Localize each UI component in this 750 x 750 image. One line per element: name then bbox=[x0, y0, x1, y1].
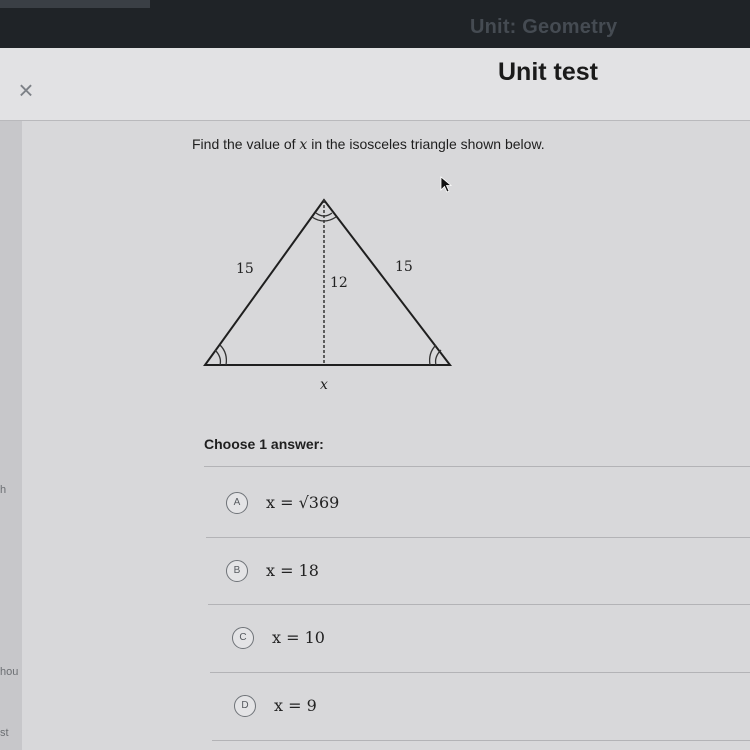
browser-tab-strip bbox=[0, 0, 150, 8]
choose-prompt: Choose 1 answer: bbox=[204, 436, 324, 452]
right-side-label: 15 bbox=[395, 259, 413, 275]
divider bbox=[204, 466, 750, 467]
option-text: x = √369 bbox=[266, 493, 340, 512]
question-text: Find the value of x in the isosceles triangle shown below. bbox=[192, 136, 545, 153]
left-side-label: 15 bbox=[236, 261, 254, 277]
height-label: 12 bbox=[330, 275, 348, 291]
option-letter-badge: B bbox=[226, 560, 248, 582]
option-letter-badge: C bbox=[232, 627, 254, 649]
option-text: x = 9 bbox=[274, 696, 317, 715]
answer-option-b[interactable] bbox=[226, 560, 526, 600]
isosceles-triangle-diagram bbox=[200, 195, 460, 395]
option-letter-badge: A bbox=[226, 492, 248, 514]
left-sidebar-edge bbox=[0, 121, 22, 750]
mouse-cursor-icon bbox=[440, 176, 454, 194]
sidebar-fragment: hou bbox=[0, 666, 19, 678]
top-bar bbox=[0, 0, 750, 48]
sidebar-fragment: st bbox=[0, 727, 9, 739]
test-header bbox=[0, 48, 750, 121]
option-letter-badge: D bbox=[234, 695, 256, 717]
close-icon[interactable]: × bbox=[18, 75, 34, 105]
option-text: x = 10 bbox=[272, 628, 325, 647]
divider bbox=[212, 740, 750, 741]
base-label: x bbox=[320, 377, 328, 393]
sidebar-fragment: h bbox=[0, 484, 7, 496]
divider bbox=[206, 537, 750, 538]
option-text: x = 18 bbox=[266, 561, 319, 580]
triangle-figure bbox=[200, 195, 460, 400]
answer-option-c[interactable] bbox=[232, 627, 532, 667]
divider bbox=[208, 604, 750, 605]
answer-option-a[interactable] bbox=[226, 492, 526, 532]
unit-label: Unit: Geometry bbox=[470, 16, 618, 38]
answer-option-d[interactable] bbox=[234, 695, 534, 735]
divider bbox=[210, 672, 750, 673]
page-title: Unit test bbox=[498, 58, 598, 86]
